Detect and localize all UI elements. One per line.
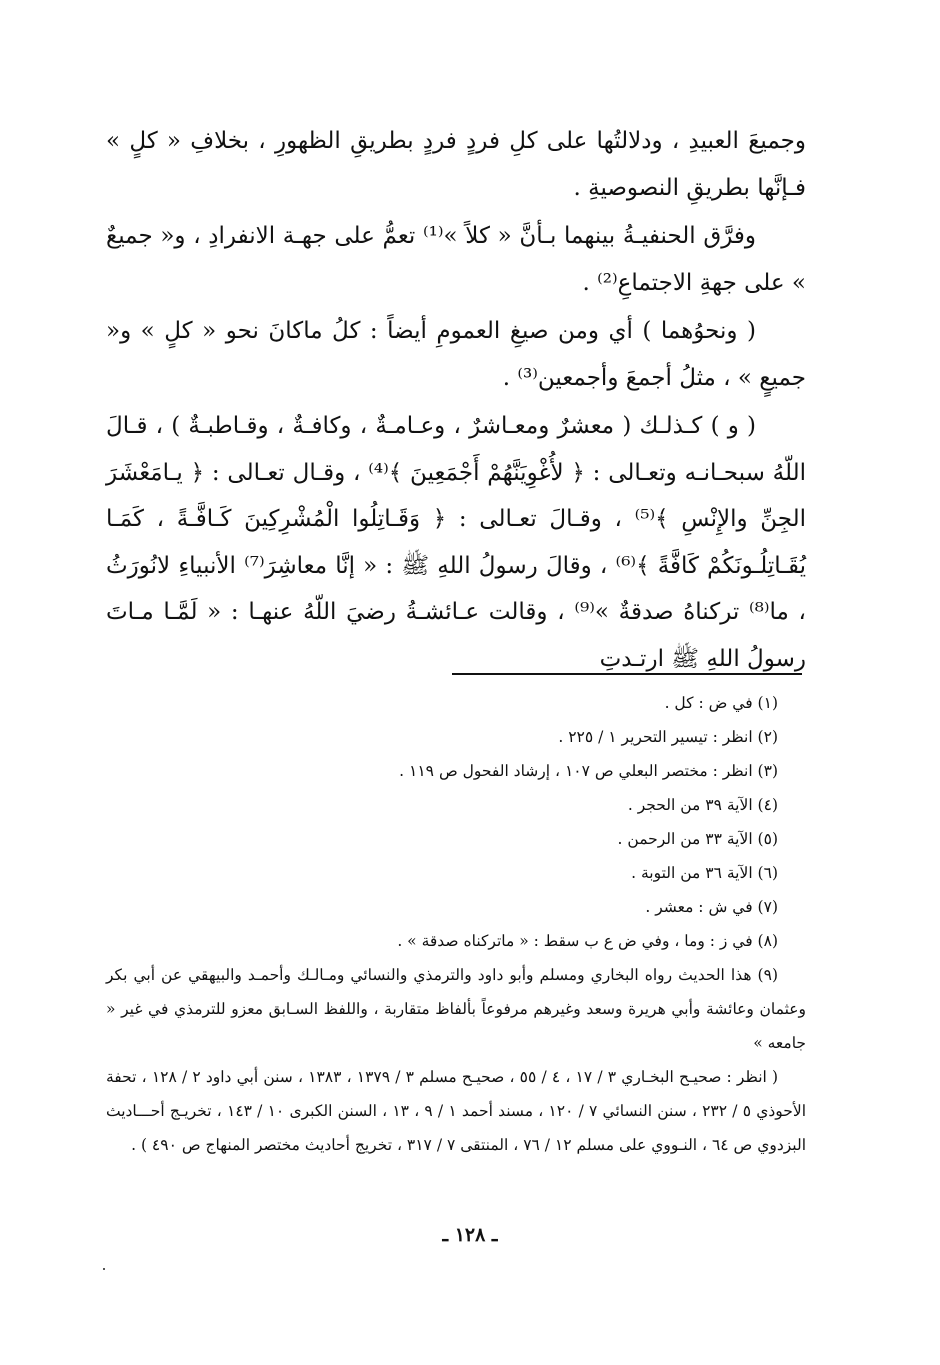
footnote-7: (٧) في ش : معشر . — [645, 898, 778, 916]
body-text — [106, 118, 806, 682]
footnote-4: (٤) الآية ٣٩ من الحجر . — [627, 796, 778, 814]
footnote-5: (٥) الآية ٣٣ من الرحمن . — [617, 830, 778, 848]
paragraph-2: وفرَّق الحنفيـةُ بينهما بـأنَّ « كلاً »⁽¹⁾ تعمُّ على جهـة الانفرادِ ، و« جميعٌ » على جهةِ الاجتماعِ⁽²⁾ . — [106, 223, 806, 296]
footnote-3: (٣) انظر : مختصر البعلي ص ١٠٧ ، إرشاد الفحول ص ١١٩ . — [399, 762, 778, 780]
paragraph-1: وجميعَ العبيدِ ، ودلالتُها على كلِ فردٍ فردٍ بطريقِ الظهورِ ، بخلافِ « كلٍ » فـإنَّها بطريقِ النصوصيةِ . — [106, 128, 806, 201]
main-text-block — [106, 118, 806, 684]
footnote-1: (١) في ض : كل . — [664, 694, 778, 712]
footnote-9: (٩) هذا الحديث رواه البخاري ومسلم وأبو داود والترمذي والنسائي ومـالـك وأحمـد والبيهقي عن أبي بكر وعثمان وعائشة وأبي هريرة وسعد وغيرهم مرفوعاً بألفاظ متقاربة ، واللفظ السـابق معزو للترمذي في غير « جامعه » — [106, 966, 806, 1052]
footnotes-block — [106, 686, 806, 1162]
paragraph-3: ( ونحوُهما ) أي ومن صيغِ العمومِ أيضاً : كلُ ماكانَ نحو « كلٍ » و« جميعٍ » ، مثلُ أجمعَ وأجمعين⁽³⁾ . — [106, 318, 806, 391]
paragraph-4: ( و ) كـذلـك ( معشرٌ ومعـاشرٌ ، وعـامـةٌ ، وكافـةٌ ، وقـاطبـةٌ ) ، قـالَ اللّهُ سبحـانـه وتعـالى : ﴿ لأُغْوِيَنَّهُمْ أَجْمَعِينَ ﴾⁽⁴⁾ ، وقـال تعـالى : ﴿ يـامَعْشَرَ الجِنِّ والإِنْسِ ﴾⁽⁵⁾ ، وقـالَ تعـالى : ﴿ وَقَـاتِلُوا الْمُشْرِكِينَ كَـافَّـةً ، كَمَـا يُقَـاتِلُـونَكُمْ كَافَّةً ﴾⁽⁶⁾ ، وقالَ رسولُ اللهِ ﷺ : « إنَّا معاشِرَ⁽⁷⁾ الأنبياءِ لانُورَثُ ، ما⁽⁸⁾ تركناهُ صدقةٌ »⁽⁹⁾ ، وقالت عـائشـةُ رضيَ اللّهُ عنهـا : « لَمَّـا مـاتَ رسولُ اللهِ ﷺ ارتـدتِ — [106, 413, 806, 672]
footnote-divider — [452, 673, 802, 675]
page-number: ـ ١٢٨ ـ — [442, 1224, 498, 1246]
scan-speck — [103, 1268, 105, 1270]
footnote-8: (٨) في ز : وما ، وفي ض ع ب سقط : « ماتركناه صدقة » . — [397, 932, 778, 950]
footnote-6: (٦) الآية ٣٦ من التوبة . — [631, 864, 778, 882]
footnote-9-references: ( انظر : صحيـح البخـاري ٣ / ١٧ ، ٤ / ٥٥ ، صحيـح مسلم ٣ / ١٣٧٩ ، ١٣٨٣ ، سنن أبي داود ٢ / ١٢٨ ، تحفة الأحوذي ٥ / ٢٣٢ ، سنن النسائي ٧ / ١٢٠ ، مسند أحمد ١ / ٩ ، ١٣ ، السنن الكبرى ١٠ / ١٤٣ ، تخريـج أحـــاديث البزدوي ص ٦٤ ، النـووي على مسلم ١٢ / ٧٦ ، المنتقى ٧ / ٣١٧ ، تخريج أحاديث مختصر المنهاج ص ٤٩٠ ) . — [106, 1068, 807, 1154]
footnote-2: (٢) انظر : تيسير التحرير ١ / ٢٢٥ . — [558, 728, 778, 746]
